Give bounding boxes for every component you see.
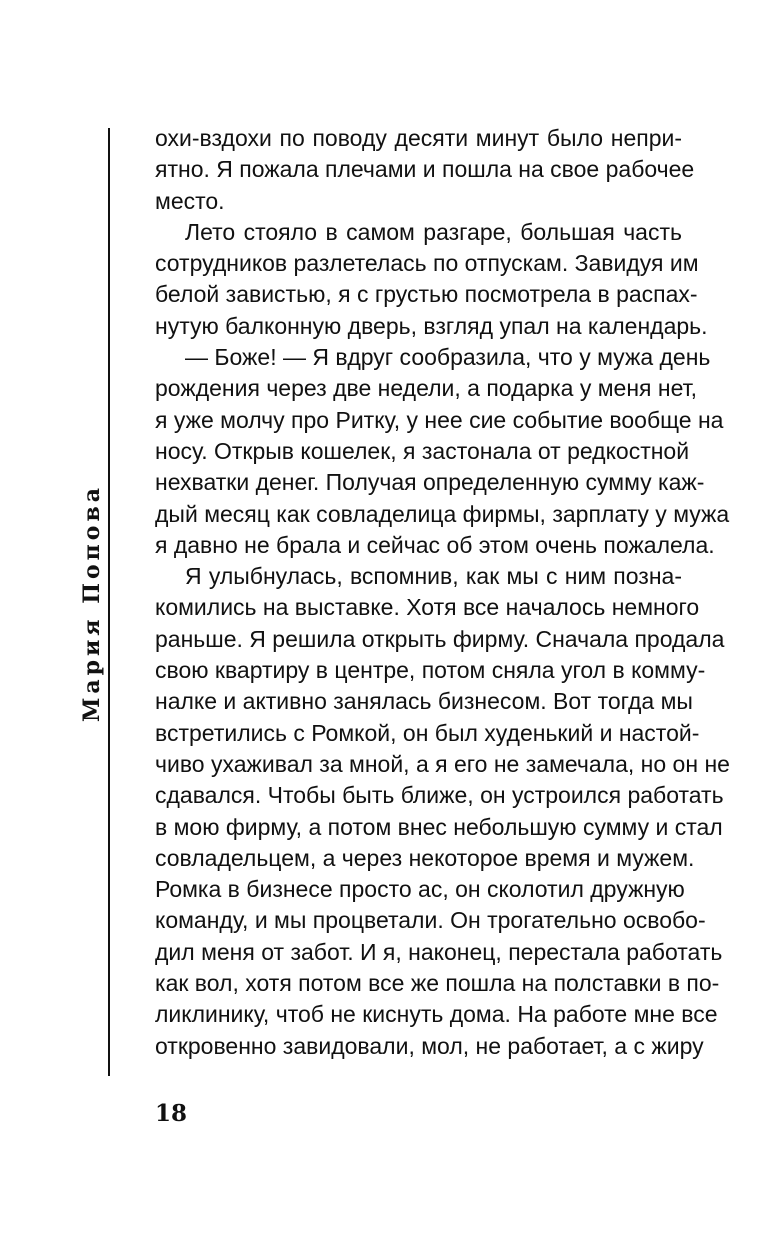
text-line: налке и активно занялась бизнесом. Вот тогда мы [155,688,693,715]
text-line: комились на выставке. Хотя все началось немного [155,594,700,621]
text-line: ятно. Я пожала плечами и пошла на свое рабочее [155,156,695,183]
text-line: ликлинику, чтоб не киснуть дома. На работе мне все [155,1001,718,1028]
text-line: белой завистью, я с грустью посмотрела в распах- [155,281,698,308]
text-line: как вол, хотя потом все же пошла на полставки в по- [155,970,720,997]
text-line: в мою фирму, а потом внес небольшую сумму и стал [155,813,723,840]
text-line: откровенно завидовали, мол, не работает, а с жиру [155,1032,704,1059]
text-line: раньше. Я решила открыть фирму. Сначала продала [155,625,725,652]
text-line: сдавался. Чтобы быть ближе, он устроился работать [155,782,724,809]
text-line: дый месяц как совладелица фирмы, зарплату у мужа [155,500,730,527]
text-line: Ромка в бизнесе просто ас, он сколотил дружную [155,876,685,903]
text-line: встретились с Ромкой, он был худенький и настой- [155,719,700,746]
text-line: Я улыбнулась, вспомнив, как мы с ним позна- [185,563,682,590]
text-line: команду, и мы процветали. Он трогательно освобо- [155,907,706,934]
body-text [155,123,730,1062]
text-line: дил меня от забот. И я, наконец, перестала работать [155,938,723,965]
text-line: рождения через две недели, а подарка у меня нет, [155,375,697,402]
text-line: совладельцем, а через некоторое время и мужем. [155,844,695,871]
text-line: сотрудников разлетелась по отпускам. Завидуя им [155,250,699,277]
running-head-author: Мария Попова [79,484,105,722]
text-line: нутую балконную дверь, взгляд упал на календарь. [155,312,708,339]
text-line: я давно не брала и сейчас об этом очень пожалела. [155,531,715,558]
margin-rule [108,128,110,1076]
text-line: — Боже! — Я вдруг сообразила, что у мужа день [185,344,711,371]
text-line: Лето стояло в самом разгаре, большая часть [185,218,682,245]
text-line: я уже молчу про Ритку, у нее сие событие вообще на [155,406,724,433]
text-line: носу. Открыв кошелек, я застонала от редкостной [155,437,690,464]
text-line: свою квартиру в центре, потом сняла угол в комму- [155,657,706,684]
text-line: место. [155,187,225,214]
text-line: чиво ухаживал за мной, а я его не замечала, но он не [155,750,730,777]
text-line: охи-вздохи по поводу десяти минут было непри- [155,125,682,151]
text-line: нехватки денег. Получая определенную сумму каж- [155,469,705,496]
page-number: 18 [155,1100,188,1127]
